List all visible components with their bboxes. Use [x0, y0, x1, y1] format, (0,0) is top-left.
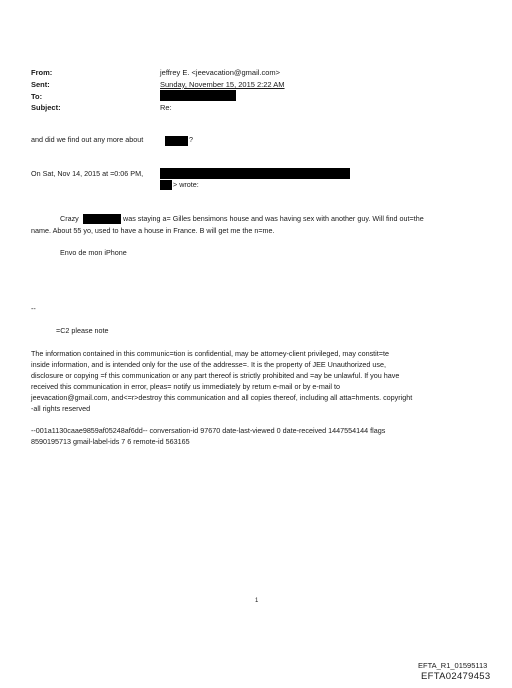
disclaimer-line-3: disclosure or copying =f this communication or any part thereof is strictly prohibited and =ay be unlawful. If you have [31, 371, 400, 380]
quote-p1-b: was staying a= Gilles bensimons house and was having sex with another guy. Will find out=the [123, 214, 424, 223]
from-label: From: [31, 68, 53, 77]
quote-p1-c: name. About 55 yo, used to have a house in France. B will get me the n=me. [31, 226, 275, 235]
redaction-sender [160, 168, 350, 179]
to-label: To: [31, 92, 43, 101]
redaction-name-1 [165, 136, 188, 146]
subject-value: Re: [160, 103, 172, 112]
quote-header-end: > wrote: [173, 180, 199, 189]
page-number: 1 [255, 598, 259, 604]
metadata-line-1: --001a1130caae9859af05248af6dd-- conversation-id 97670 date-last-viewed 0 date-received 1447554144 flags [31, 426, 386, 435]
disclaimer-line-5: jeevacation@gmail.com, and<=r>destroy this communication and all copies thereof, including all atta=hments. copyright [31, 393, 413, 402]
body-line-1-suffix: ? [189, 135, 193, 144]
redaction-name-2 [83, 214, 121, 224]
quote-p1-a: Crazy [60, 214, 79, 223]
metadata-line-2: 8590195713 gmail-label-ids 7 6 remote-id 563165 [31, 437, 190, 446]
subject-label: Subject: [31, 103, 61, 112]
sent-value: Sunday, November 15, 2015 2:22 AM [160, 80, 285, 89]
quote-signature: Envo de mon iPhone [60, 248, 127, 257]
disclaimer-line-2: inside information, and is intended only for the use of the addresse=. It is the property of JEE Unauthorized use, [31, 360, 386, 369]
note-line: =C2 please note [56, 326, 109, 335]
redaction-sender-2 [160, 180, 172, 190]
quote-header-start: On Sat, Nov 14, 2015 at =0:06 PM, [31, 169, 144, 178]
sent-label: Sent: [31, 80, 50, 89]
disclaimer-line-1: The information contained in this communic=tion is confidential, may be attorney-client privileged, may constit=te [31, 349, 389, 358]
redaction-to [160, 90, 236, 101]
from-value: jeffrey E. <jeevacation@gmail.com> [160, 68, 281, 77]
disclaimer-line-6: -all rights reserved [31, 404, 91, 413]
disclaimer-line-4: received this communication in error, pleas= notify us immediately by return e-mail or by e-mail to [31, 382, 340, 391]
signature-separator: -- [31, 304, 36, 313]
bates-number-1: EFTA_R1_01595113 [418, 661, 488, 670]
body-line-1-text: and did we find out any more about [31, 135, 144, 144]
bates-number-2: EFTA02479453 [421, 671, 491, 682]
body-line-1 [31, 135, 143, 146]
